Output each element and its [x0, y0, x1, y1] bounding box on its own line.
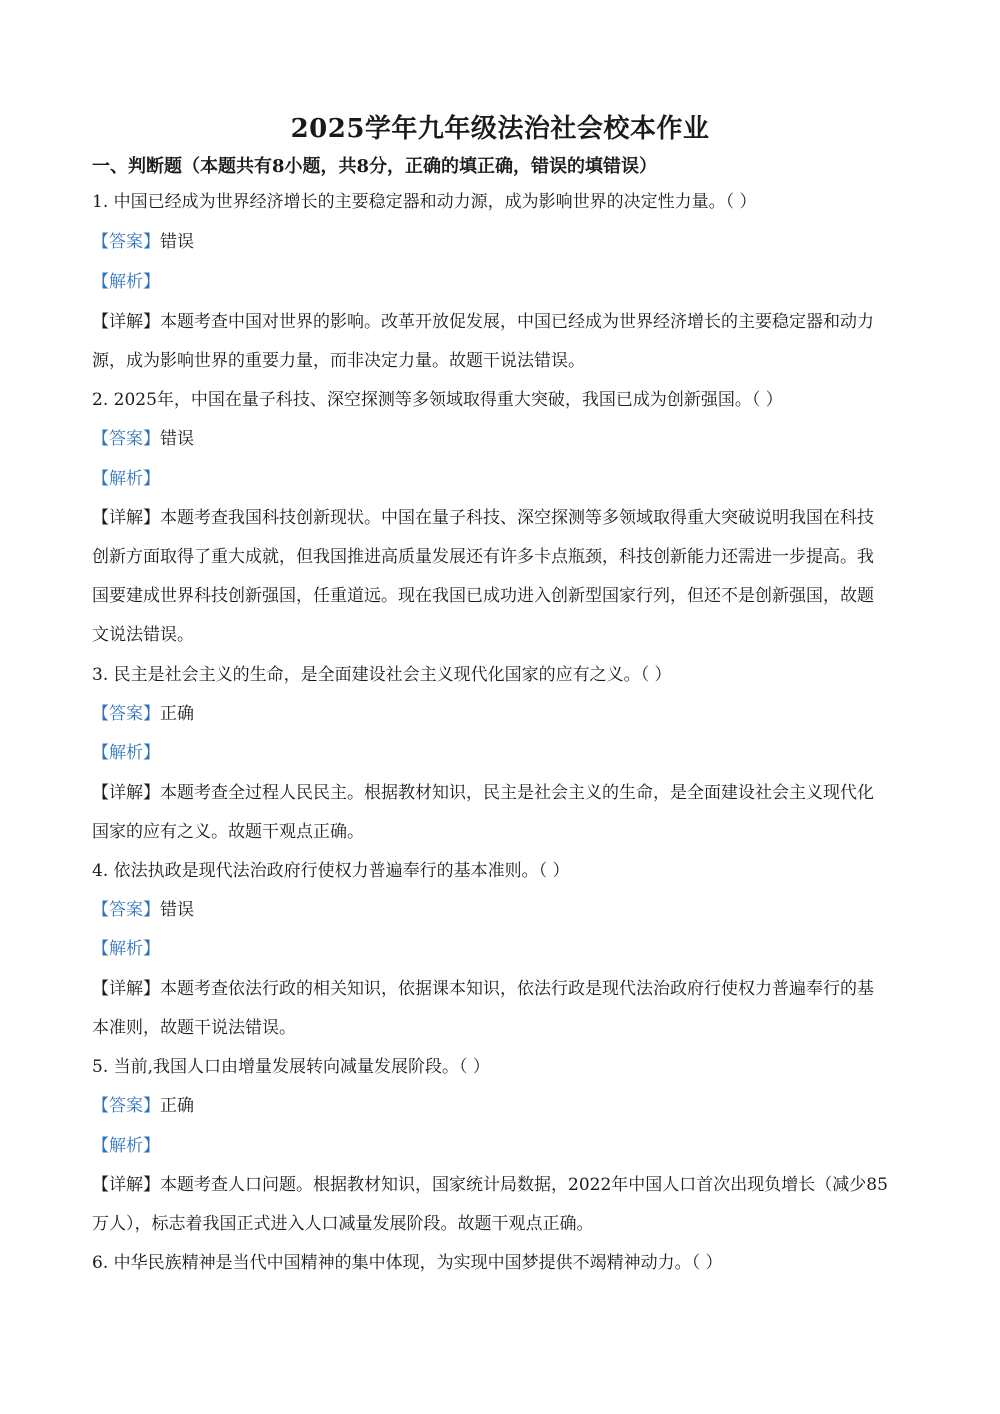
detail-text: 本题考查人口问题。根据教材知识，国家统计局数据，2022年中国人口首次出现负增长（减少85 [160, 1175, 888, 1195]
detail-text: 本题考查我国科技创新现状。中国在量子科技、深空探测等多领域取得重大突破说明我国在科技 [160, 508, 874, 528]
answer-label: 【答案】 [92, 429, 160, 449]
question-5-detail-line-1 [92, 1173, 888, 1197]
document-title: 2025学年九年级法治社会校本作业 [290, 114, 710, 144]
answer-value: 正确 [160, 704, 194, 724]
question-3-detail-line-1 [92, 781, 874, 805]
answer-label: 【答案】 [92, 704, 160, 724]
question-1-detail-line-2: 源，成为影响世界的重要力量，而非决定力量。故题干说法错误。 [92, 351, 585, 371]
question-2-detail-line-4: 文说法错误。 [92, 625, 194, 645]
question-3-stem: 3. 民主是社会主义的生命，是全面建设社会主义现代化国家的应有之义。（ ） [92, 665, 672, 685]
question-5-analysis [92, 1134, 160, 1158]
question-1-stem: 1. 中国已经成为世界经济增长的主要稳定器和动力源，成为影响世界的决定性力量。（ ） [92, 192, 757, 212]
detail-text: 本题考查全过程人民民主。根据教材知识，民主是社会主义的生命，是全面建设社会主义现代化 [160, 783, 874, 803]
question-2-detail-line-2: 创新方面取得了重大成就，但我国推进高质量发展还有许多卡点瓶颈，科技创新能力还需进一步提高。我 [92, 547, 874, 567]
question-1-detail-line-1 [92, 310, 874, 334]
question-3-answer [92, 702, 194, 726]
analysis-label: 【解析】 [92, 1136, 160, 1156]
question-4-analysis [92, 937, 160, 961]
detail-label: 【详解】 [92, 312, 160, 332]
answer-label: 【答案】 [92, 1096, 160, 1116]
analysis-label: 【解析】 [92, 743, 160, 763]
answer-label: 【答案】 [92, 900, 160, 920]
section-heading: 一、判断题（本题共有8小题，共8分，正确的填正确，错误的填错误） [92, 156, 658, 177]
detail-text: 本题考查依法行政的相关知识，依据课本知识，依法行政是现代法治政府行使权力普遍奉行的基 [160, 979, 874, 999]
analysis-label: 【解析】 [92, 469, 160, 489]
question-2-answer [92, 427, 194, 451]
detail-label: 【详解】 [92, 508, 160, 528]
question-2-detail-line-1 [92, 506, 874, 530]
question-2-detail-line-3: 国要建成世界科技创新强国，任重道远。现在我国已成功进入创新型国家行列，但还不是创新强国，故题 [92, 586, 874, 606]
question-5-answer [92, 1094, 194, 1118]
question-4-answer [92, 898, 194, 922]
answer-value: 错误 [160, 900, 194, 920]
question-4-detail-line-2: 本准则，故题干说法错误。 [92, 1018, 296, 1038]
answer-value: 正确 [160, 1096, 194, 1116]
question-2-analysis [92, 467, 160, 491]
analysis-label: 【解析】 [92, 272, 160, 292]
question-4-stem: 4. 依法执政是现代法治政府行使权力普遍奉行的基本准则。（ ） [92, 861, 570, 881]
detail-label: 【详解】 [92, 1175, 160, 1195]
question-2-stem: 2. 2025年，中国在量子科技、深空探测等多领域取得重大突破，我国已成为创新强国。（ ） [92, 390, 783, 410]
answer-label: 【答案】 [92, 232, 160, 252]
question-5-stem: 5. 当前,我国人口由增量发展转向减量发展阶段。（ ） [92, 1057, 490, 1077]
question-6-stem: 6. 中华民族精神是当代中国精神的集中体现，为实现中国梦提供不竭精神动力。（ ） [92, 1253, 723, 1273]
question-4-detail-line-1 [92, 977, 874, 1001]
question-5-detail-line-2: 万人），标志着我国正式进入人口减量发展阶段。故题干观点正确。 [92, 1214, 594, 1234]
detail-label: 【详解】 [92, 783, 160, 803]
question-3-analysis [92, 741, 160, 765]
answer-value: 错误 [160, 232, 194, 252]
question-1-analysis [92, 270, 160, 294]
answer-value: 错误 [160, 429, 194, 449]
analysis-label: 【解析】 [92, 939, 160, 959]
question-1-answer [92, 230, 194, 254]
question-3-detail-line-2: 国家的应有之义。故题干观点正确。 [92, 822, 364, 842]
detail-text: 本题考查中国对世界的影响。改革开放促发展，中国已经成为世界经济增长的主要稳定器和动力 [160, 312, 874, 332]
detail-label: 【详解】 [92, 979, 160, 999]
